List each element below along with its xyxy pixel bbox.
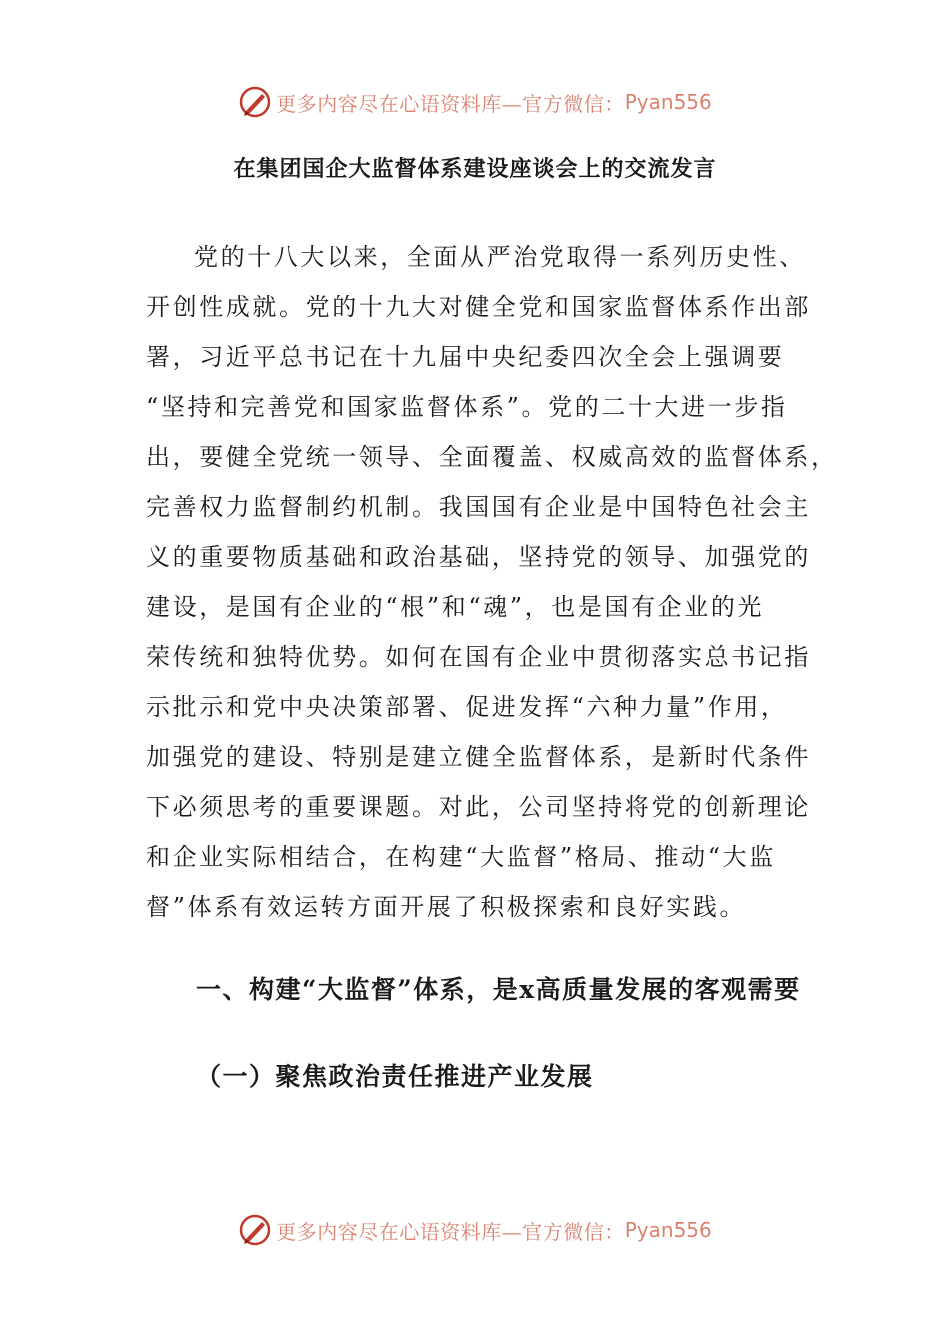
footer-watermark <box>0 1210 950 1250</box>
document-title: 在集团国企大监督体系建设座谈会上的交流发言 <box>233 156 717 182</box>
header-watermark <box>0 82 950 122</box>
paragraph-line: 加强党的建设、特别是建立健全监督体系，是新时代条件 <box>146 743 811 771</box>
pen-logo-icon <box>238 85 272 119</box>
paragraph-line: 示批示和党中央决策部署、促进发挥“六种力量”作用， <box>146 693 788 721</box>
watermark-wechat-id: Pyan556 <box>624 90 712 114</box>
paragraph-line: 督”体系有效运转方面开展了积极探索和良好实践。 <box>146 893 747 921</box>
watermark-text: 更多内容尽在心语资料库—官方微信： <box>276 1219 625 1244</box>
paragraph-line: 开创性成就。党的十九大对健全党和国家监督体系作出部 <box>146 293 811 321</box>
paragraph-line: “坚持和完善党和国家监督体系”。党的二十大进一步指 <box>146 393 788 421</box>
paragraph-line: 和企业实际相结合，在构建“大监督”格局、推动“大监 <box>146 843 776 871</box>
paragraph-line: 署，习近平总书记在十九届中央纪委四次全会上强调要 <box>146 343 785 371</box>
watermark-wechat-id: Pyan556 <box>624 1218 712 1242</box>
subsection-heading-1: （一）聚焦政治责任推进产业发展 <box>196 1062 594 1091</box>
paragraph-line: 下必须思考的重要课题。对此，公司坚持将党的创新理论 <box>146 793 811 821</box>
paragraph-line: 建设，是国有企业的“根”和“魂”，也是国有企业的光 <box>146 593 765 621</box>
watermark-text: 更多内容尽在心语资料库—官方微信： <box>276 91 625 116</box>
pen-logo-icon <box>238 1213 272 1247</box>
paragraph-line: 出，要健全党统一领导、全面覆盖、权威高效的监督体系， <box>146 443 838 471</box>
paragraph-line: 完善权力监督制约机制。我国国有企业是中国特色社会主 <box>146 493 811 521</box>
intro-paragraph <box>146 232 838 932</box>
paragraph-line: 党的十八大以来，全面从严治党取得一系列历史性、 <box>194 243 806 271</box>
paragraph-line: 荣传统和独特优势。如何在国有企业中贯彻落实总书记指 <box>146 643 811 671</box>
paragraph-line: 义的重要物质基础和政治基础，坚持党的领导、加强党的 <box>146 543 811 571</box>
section-heading-1: 一、构建“大监督”体系，是x高质量发展的客观需要 <box>196 975 801 1004</box>
